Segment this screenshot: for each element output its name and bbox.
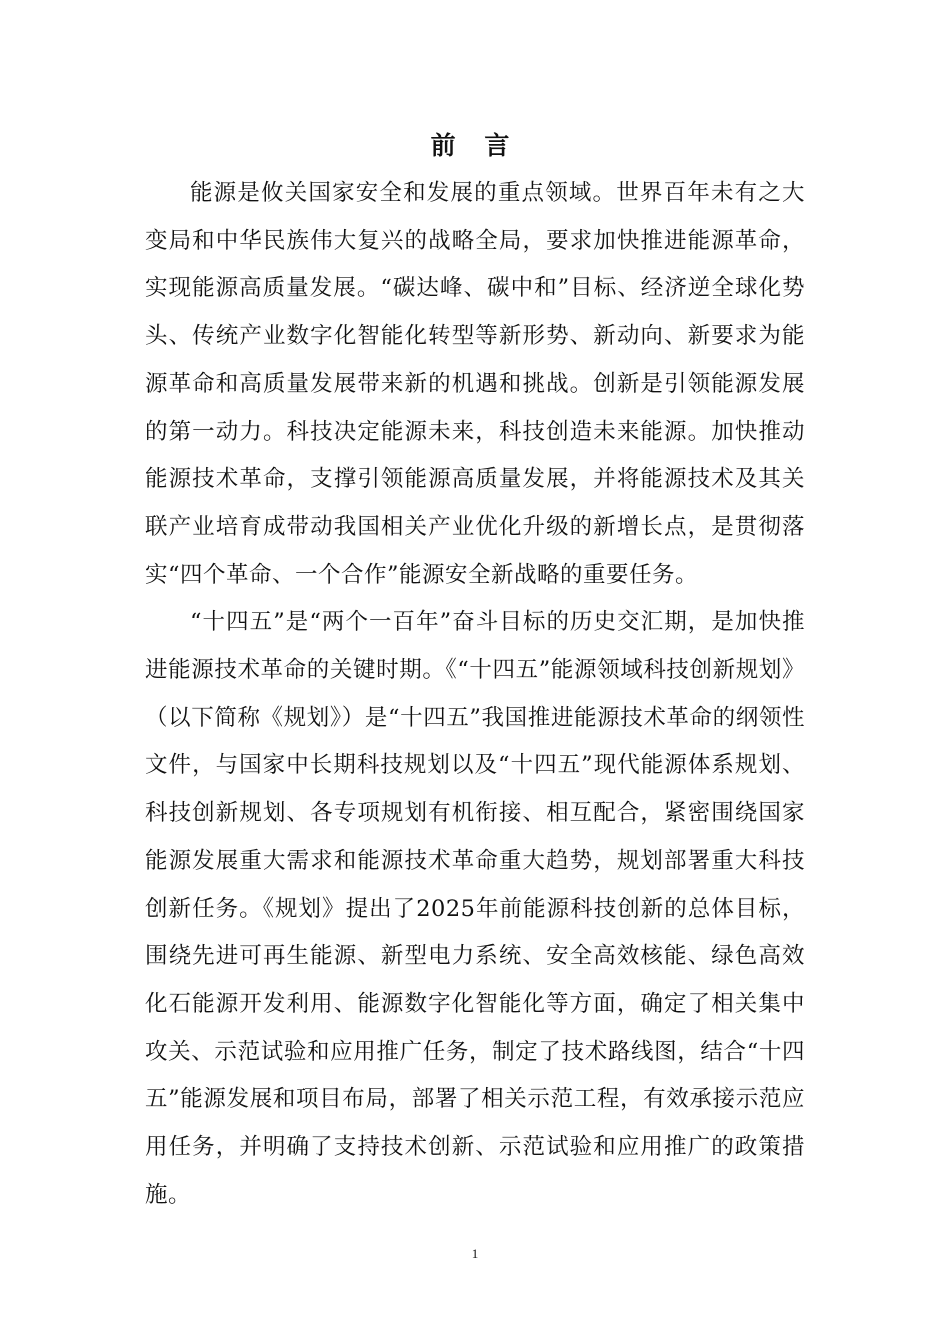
body-text — [145, 170, 805, 1219]
paragraph-1: 能源是攸关国家安全和发展的重点领域。世界百年未有之大变局和中华民族伟大复兴的战略全局，要求加快推进能源革命，实现能源高质量发展。“碳达峰、碳中和”目标、经济逆全球化势头、传统产业数字化智能化转型等新形势、新动向、新要求为能源革命和高质量发展带来新的机遇和挑战。创新是引领能源发展的第一动力。科技决定能源未来，科技创造未来能源。加快推动能源技术革命，支撑引领能源高质量发展，并将能源技术及其关联产业培育成带动我国相关产业优化升级的新增长点，是贯彻落实“四个革命、一个合作”能源安全新战略的重要任务。 — [145, 180, 805, 588]
paragraph-2: “十四五”是“两个一百年”奋斗目标的历史交汇期，是加快推进能源技术革命的关键时期。《“十四五”能源领域科技创新规划》（以下简称《规划》）是“十四五”我国推进能源技术革命的纲领性文件，与国家中长期科技规划以及“十四五”现代能源体系规划、科技创新规划、各专项规划有机衔接、相互配合，紧密围绕国家能源发展重大需求和能源技术革命重大趋势，规划部署重大科技创新任务。《规划》提出了2025年前能源科技创新的总体目标，围绕先进可再生能源、新型电力系统、安全高效核能、绿色高效化石能源开发利用、能源数字化智能化等方面，确定了相关集中攻关、示范试验和应用推广任务，制定了技术路线图，结合“十四五”能源发展和项目布局，部署了相关示范工程，有效承接示范应用任务，并明确了支持技术创新、示范试验和应用推广的政策措施。 — [145, 609, 805, 1208]
page-title: 前 言 — [430, 131, 520, 160]
page-number: 1 — [471, 1246, 479, 1261]
